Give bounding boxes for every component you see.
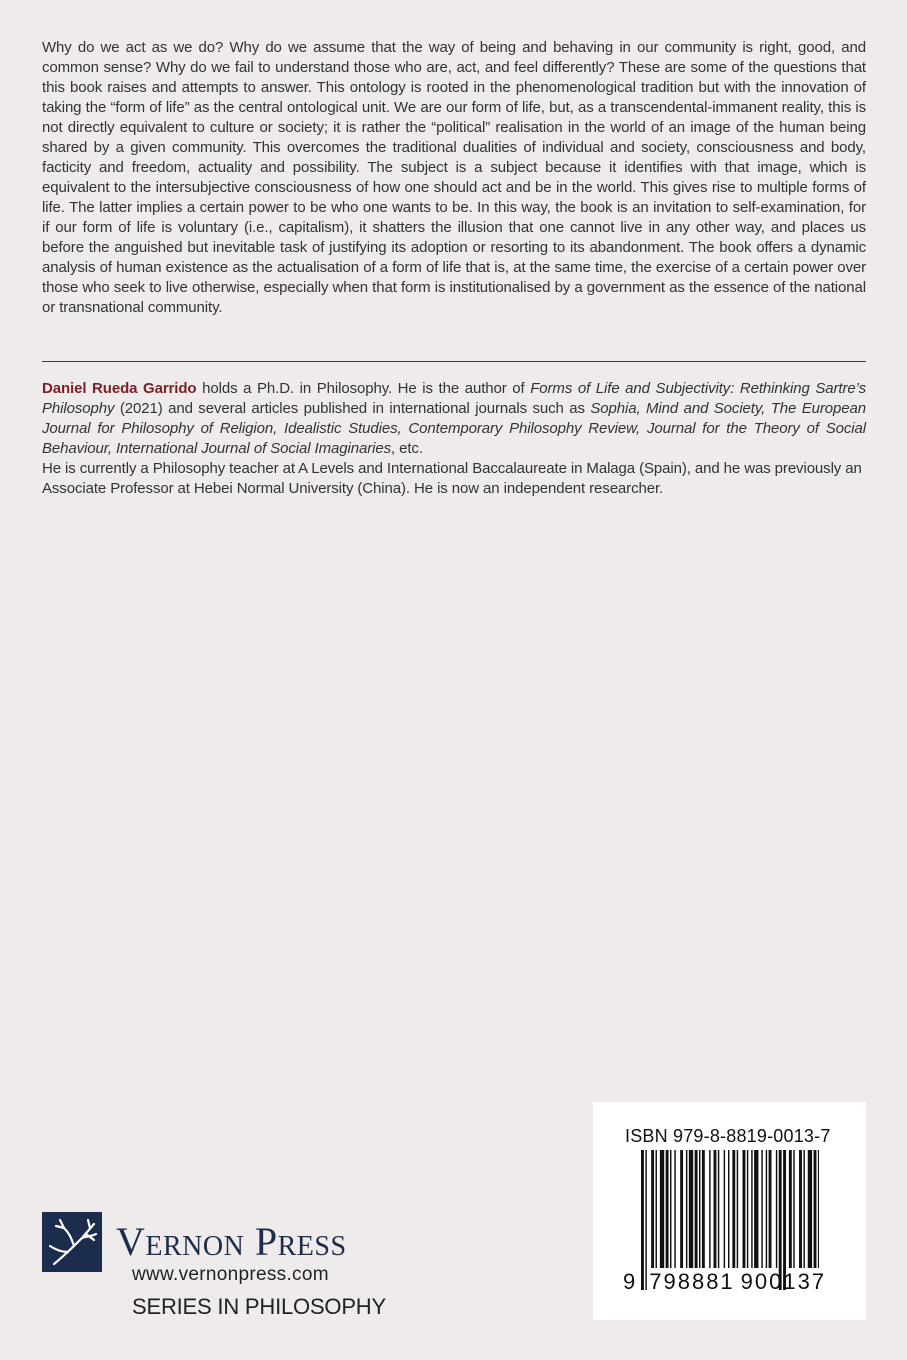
publisher-name-rest-2: ress [277,1219,347,1264]
barcode-bar [732,1150,735,1268]
barcode-bar [818,1150,819,1268]
barcode-bar [814,1150,817,1268]
isbn-label: ISBN 979-8-8819-0013-7 [625,1126,831,1146]
section-divider [42,361,866,362]
barcode-bar [656,1150,657,1268]
book-blurb: Why do we act as we do? Why do we assume that the way of being and behaving in our community is right, good, and common sense? Why do we fail to understand those who are, act, and feel differently? These are some of the questions that this book raises and attempts to answer. This ontology is rooted in the phenomenological tradition but with the innovation of taking the “form of life” as the central ontological unit. We are our form of life, but, as a transcendental-immanent reality, this is not directly equivalent to culture or society; it is rather the “political” realisation in the world of an image of the human being shared by a given community. This overcomes the traditional dualities of individual and society, consciousness and body, facticity and freedom, actuality and possibility. The subject is a subject because it identifies with that image, which is equivalent to the intersubjective consciousness of how one should act and be in the world. This gives rise to multiple forms of life. The latter implies a certain power to be who one wants to be. In this way, the book is an invitation to self-examination, for if our form of life is voluntary (i.e., capitalism), it shatters the illusion that one cannot live in any other way, and places us before the anguished but inevitable task of justifying its adoption or resorting to its abandonment. The book offers a dynamic analysis of human existence as the actualisation of a form of life that is, at the same time, the exercise of a certain power over those who seek to live otherwise, especially when that form is institutionalised by a government as the essence of the national or transnational community. [42,39,866,316]
barcode-bar [808,1150,812,1268]
barcode-bar [789,1150,792,1268]
barcode-bar [724,1150,725,1268]
barcode-digits-right: 900137 [740,1269,827,1294]
barcode-bar [793,1150,794,1268]
bio-text-c: , etc. [390,440,423,457]
author-name: Daniel Rueda Garrido [42,380,197,397]
barcode-bar [660,1150,664,1268]
barcode-digits-left: 798881 [649,1269,735,1294]
barcode-bar [709,1150,710,1268]
barcode-bar [702,1150,705,1268]
publisher-name-initial-2: P [254,1219,278,1264]
barcode-bar [803,1150,804,1268]
barcode-bar [754,1150,758,1268]
barcode-bar [766,1150,767,1268]
barcode-bar [674,1150,675,1268]
barcode-bar [751,1150,752,1268]
barcode-bar [743,1150,746,1268]
author-bio [42,379,866,499]
barcode-bar [799,1150,802,1268]
series-name: SERIES IN PHILOSOPHY [132,1294,386,1319]
bio-paragraph-2: He is currently a Philosophy teacher at A Levels and International Baccalaureate in Malaga (Spain), and he was previously an Associate Professor at Hebei Normal University (China). He is now an independent researcher. [42,460,862,497]
bio-text-b: (2021) and several articles published in international journals such as [114,400,591,417]
isbn-barcode-block [593,1102,866,1320]
barcode-bar [714,1150,717,1268]
barcode-bar [686,1150,687,1268]
barcode-bar [737,1150,738,1268]
publisher-name-initial-1: V [116,1219,146,1264]
barcode-digits [623,1269,826,1295]
book-title: Forms of Life and Subjectivity: Rethinking Sartre’s Philosophy [42,380,867,417]
barcode-bar [666,1150,669,1268]
journal-list: Sophia, Mind and Society, The European Journal for Philosophy of Religion, Idealistic Studies, Contemporary Philosophy Review, Journal for the Theory of Social Behaviour, International Journal of Social Imaginaries [42,400,866,457]
barcode-bar [761,1150,762,1268]
publisher-name-rest-1: ernon [145,1219,245,1264]
barcode-bar [769,1150,772,1268]
bio-paragraph-1 [42,379,866,459]
barcode-bar [670,1150,671,1268]
publisher-name [116,1218,347,1265]
bio-text-a: holds a Ph.D. in Philosophy. He is the author of [196,380,531,397]
barcode-bar [651,1150,654,1268]
barcode-bar [695,1150,698,1268]
publisher-url[interactable]: www.vernonpress.com [132,1264,329,1285]
barcode-bar [699,1150,700,1268]
barcode-bar [689,1150,693,1268]
barcode-bar [728,1150,729,1268]
barcode-bar [680,1150,683,1268]
tree-branch-icon [42,1212,102,1272]
barcode-digit-lead: 9 [623,1269,638,1294]
barcode-bar [776,1150,777,1268]
barcode-bar [747,1150,748,1268]
barcode-bar [718,1150,719,1268]
